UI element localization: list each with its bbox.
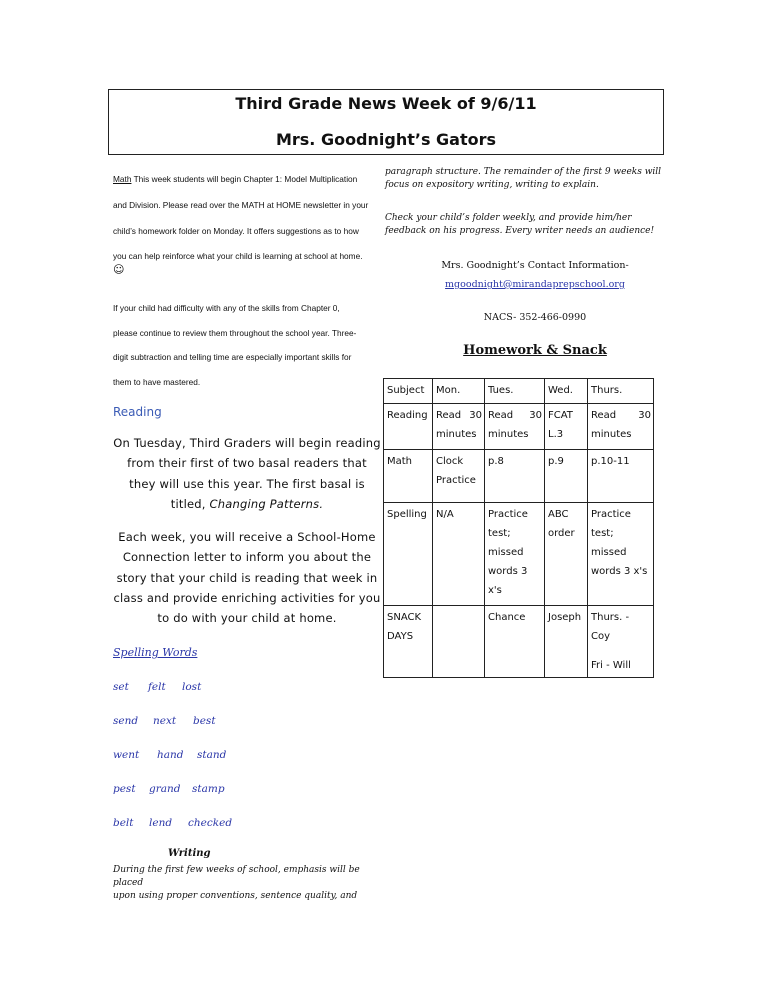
header-cell-mon: Mon. [433, 379, 485, 404]
reading-heading: Reading [113, 405, 162, 419]
spelling-word: lend [149, 817, 173, 829]
math-review-line-2: please continue to review them throughout the school year. Three- [113, 328, 357, 338]
cell-subject: Math [384, 450, 433, 503]
cell-wed: FCAT L.3 [545, 404, 588, 450]
homework-heading: Homework & Snack [463, 343, 607, 358]
spelling-heading: Spelling Words [113, 646, 198, 659]
cell-mon [433, 606, 485, 678]
reading-p2-line: Each week, you will receive a School-Home [118, 530, 376, 544]
folder-note-line: feedback on his progress. Every writer needs an audience! [385, 226, 655, 236]
math-line-1 [113, 174, 381, 184]
cell-thurs: Practice test; missed words 3 x's [588, 503, 654, 606]
cell-wed: p.9 [545, 450, 588, 503]
reading-p1-line [113, 494, 381, 514]
header-cell-wed: Wed. [545, 379, 588, 404]
spelling-word: lost [182, 681, 202, 693]
cell-wed: Joseph [545, 606, 588, 678]
header-cell-subject: Subject [384, 379, 433, 404]
math-line-3: child’s homework folder on Monday. It offers suggestions as to how [113, 226, 359, 236]
spelling-word: best [193, 715, 216, 727]
math-text-1: This week students will begin Chapter 1: Model Multiplication [133, 174, 358, 184]
cell-tues: Read 30 minutes [485, 404, 545, 450]
spelling-word: went [113, 749, 140, 761]
reading-paragraph-2 [113, 527, 381, 628]
reading-p1-prefix: titled, [170, 496, 210, 511]
spelling-word: grand [149, 783, 181, 795]
cell-thurs: p.10-11 [588, 450, 654, 503]
math-line-2: and Division. Please read over the MATH at HOME newsletter in your [113, 200, 369, 210]
writing-continued-line: paragraph structure. The remainder of the first 9 weeks will [385, 167, 662, 177]
spelling-word: set [113, 681, 129, 693]
cell-mon: Clock Practice [433, 450, 485, 503]
cell-subject: SNACK DAYS [384, 606, 433, 678]
cell-mon: N/A [433, 503, 485, 606]
folder-note [385, 212, 685, 238]
folder-note-line: Check your child’s folder weekly, and provide him/her [385, 213, 632, 223]
writing-continued-line: focus on expository writing, writing to explain. [385, 180, 599, 190]
cell-tues: Chance [485, 606, 545, 678]
writing-heading: Writing [168, 848, 211, 859]
reading-paragraph-1 [113, 433, 381, 514]
homework-table [383, 378, 654, 678]
writing-text [113, 864, 383, 903]
contact-email-link[interactable]: mgoodnight@mirandaprepschool.org [445, 279, 625, 290]
spelling-word: stand [197, 749, 227, 761]
table-header-row [384, 379, 654, 404]
math-line-4: you can help reinforce what your child is learning at school at home. [113, 251, 363, 261]
cell-mon: Read 30 minutes [433, 404, 485, 450]
spelling-word: stamp [192, 783, 225, 795]
cell-tues: p.8 [485, 450, 545, 503]
spelling-word: checked [188, 817, 233, 829]
contact-phone: NACS- 352-466-0990 [483, 312, 587, 323]
smiley-icon: ☺ [113, 263, 125, 276]
cell-thurs [588, 606, 654, 678]
table-row [384, 606, 654, 678]
table-row [384, 503, 654, 606]
spelling-word: hand [157, 749, 184, 761]
spelling-word: belt [113, 817, 134, 829]
snack-thurs: Thurs. - Coy [591, 612, 630, 642]
writing-line: During the first few weeks of school, emphasis will be placed [113, 865, 360, 888]
reading-p2-line: story that your child is reading that week in [116, 570, 378, 585]
reading-p1-line: they will use this year. The first basal is [129, 476, 365, 491]
math-review-line-3: digit subtraction and telling time are especially important skills for [113, 352, 352, 362]
reading-p2-line: class and provide enriching activities for you [113, 590, 381, 605]
reading-p2-line: Connection letter to inform you about the [122, 550, 372, 565]
writing-line: upon using proper conventions, sentence quality, and [113, 891, 358, 901]
cell-tues: Practice test; missed words 3 x's [485, 503, 545, 606]
page-title: Third Grade News Week of 9/6/11 [235, 94, 537, 113]
reading-p2-line: to do with your child at home. [157, 611, 337, 626]
spelling-word: send [113, 715, 139, 727]
table-row [384, 404, 654, 450]
spelling-word: pest [113, 783, 136, 795]
book-title: Changing Patterns. [209, 496, 324, 511]
contact-heading: Mrs. Goodnight’s Contact Information- [441, 260, 629, 271]
spelling-word: next [153, 715, 177, 727]
writing-continued [385, 166, 685, 192]
math-review-line-4: them to have mastered. [113, 377, 201, 387]
spelling-word: felt [148, 681, 166, 693]
cell-thurs: Read 30 minutes [588, 404, 654, 450]
header-cell-tues: Tues. [485, 379, 545, 404]
reading-p1-line: On Tuesday, Third Graders will begin reading [113, 436, 381, 450]
title-box [108, 89, 664, 155]
header-cell-thurs: Thurs. [588, 379, 654, 404]
table-row [384, 450, 654, 503]
cell-subject: Spelling [384, 503, 433, 606]
page-subtitle: Mrs. Goodnight’s Gators [275, 130, 497, 149]
math-review-line-1: If your child had difficulty with any of the skills from Chapter 0, [113, 303, 340, 313]
snack-fri: Fri - Will [591, 660, 631, 671]
cell-wed: ABC order [545, 503, 588, 606]
cell-subject: Reading [384, 404, 433, 450]
reading-p1-line: from their first of two basal readers that [127, 456, 367, 471]
math-label: Math [113, 174, 132, 184]
